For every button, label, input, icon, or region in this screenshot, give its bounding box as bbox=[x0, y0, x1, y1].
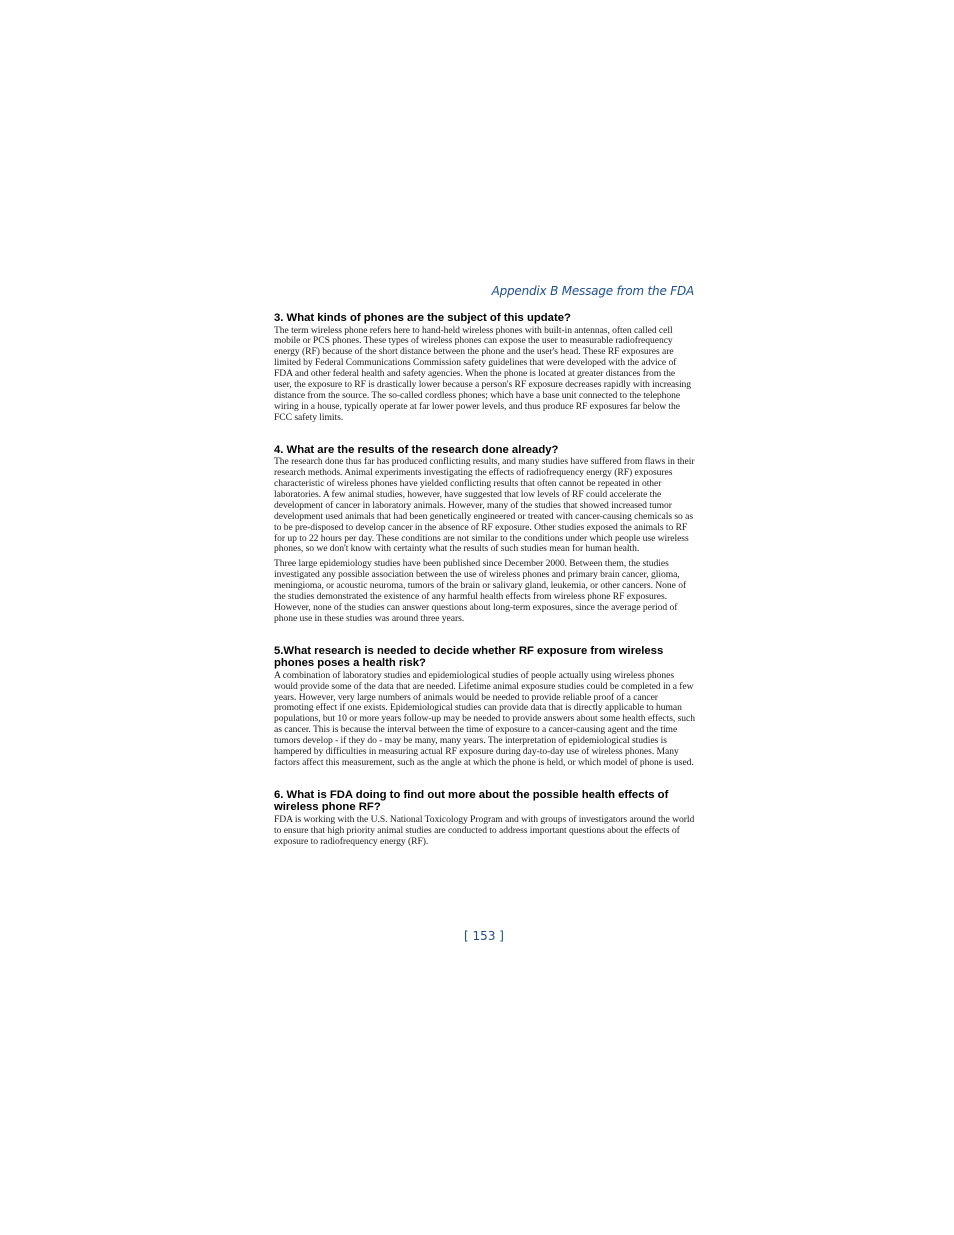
body-paragraph: A combination of laboratory studies and epidemiological studies of people actually using wireless phones would provide some of the data that are needed. Lifetime animal exposure studies could be completed in a few years. However, very large numbers of animals would be needed to provide reliable proof of a cancer promoting effect if one exists. Epidemiological studies can provide data that is directly applicable to human populations, but 10 or more years follow-up may be needed to provide answers about some health effects, such as cancer. This is because the interval between the time of exposure to a cancer-causing agent and the time tumors develop - if they do - may be many, many years. The interpretation of epidemiological studies is hampered by difficulties in measuring actual RF exposure during day-to-day use of wireless phones. Many factors affect this measurement, such as the angle at which the phone is held, or which model of phone is used. bbox=[274, 669, 695, 768]
section-heading: 4. What are the results of the research done already? bbox=[274, 443, 559, 456]
section-research-needed bbox=[274, 645, 695, 769]
body-paragraph: Three large epidemiology studies have been published since December 2000. Between them, the studies investigated any possible association between the use of wireless phones and primary brain cancer, glioma, meningioma, or acoustic neuroma, tumors of the brain or salivary gland, leukemia, or other cancers. None of the studies demonstrated the existence of any harmful health effects from wireless phone RF exposures. However, none of the studies can answer questions about long-term exposures, since the average period of phone use in these studies was around three years. bbox=[274, 558, 687, 624]
section-heading: 3. What kinds of phones are the subject of this update? bbox=[274, 312, 571, 324]
section-heading: 5.What research is needed to decide whether RF exposure from wireless phones poses a health risk? bbox=[274, 644, 664, 670]
page-content bbox=[274, 312, 695, 868]
running-header: Appendix B Message from the FDA bbox=[491, 284, 694, 298]
body-paragraph: The term wireless phone refers here to hand-held wireless phones with built-in antennas, often called cell mobile or PCS phones. These types of wireless phones can expose the user to measurable radiofrequency energy (RF) because of the short distance between the phone and the user's head. These RF exposures are limited by Federal Communications Commission safety guidelines that were developed with the advice of FDA and other federal health and safety agencies. When the phone is located at greater distances from the user, the exposure to RF is drastically lower because a person's RF exposure decreases rapidly with increasing distance from the source. The so-called cordless phones; which have a base unit connected to the telephone wiring in a house, typically operate at far lower power levels, and thus produce RF exposures far below the FCC safety limits. bbox=[274, 324, 692, 423]
section-heading: 6. What is FDA doing to find out more about the possible health effects of wireless phone RF? bbox=[274, 788, 669, 814]
section-phone-types bbox=[274, 312, 695, 424]
body-paragraph: FDA is working with the U.S. National Toxicology Program and with groups of investigators around the world to ensure that high priority animal studies are conducted to address important questions about the effects of exposure to radiofrequency energy (RF). bbox=[274, 813, 695, 847]
section-fda-actions bbox=[274, 789, 695, 848]
page-number: [ 153 ] bbox=[464, 929, 504, 943]
body-paragraph: The research done thus far has produced conflicting results, and many studies have suffered from flaws in their research methods. Animal experiments investigating the effects of radiofrequency energy (RF) exposures characteristic of wireless phones have yielded conflicting results that often cannot be repeated in other laboratories. A few animal studies, however, have suggested that low levels of RF could accelerate the development of cancer in laboratory animals. However, many of the studies that showed increased tumor development used animals that had been genetically engineered or treated with cancer-causing chemicals so as to be pre-disposed to develop cancer in the absence of RF exposure. Other studies exposed the animals to RF for up to 22 hours per day. These conditions are not similar to the conditions under which people use wireless phones, so we don't know with certainty what the results of such studies mean for human health. bbox=[274, 456, 695, 555]
section-research-results bbox=[274, 444, 695, 625]
